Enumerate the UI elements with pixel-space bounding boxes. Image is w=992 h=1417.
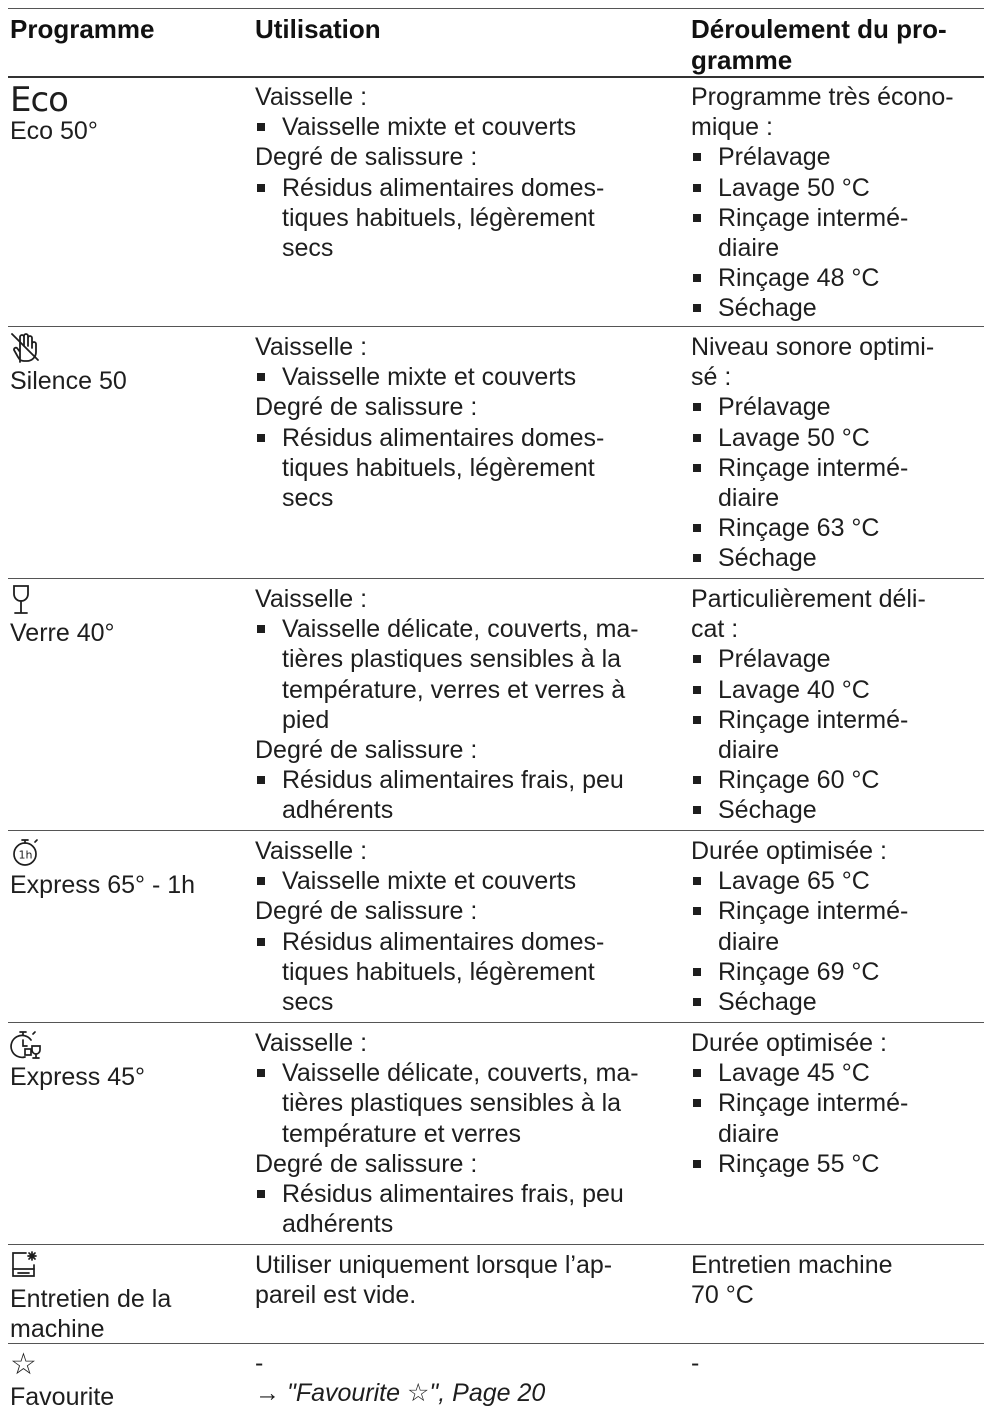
program-name: Express 65° - 1h xyxy=(10,871,196,899)
list-item: Rinçage 60 °C xyxy=(691,765,984,795)
flow-cell xyxy=(691,332,984,574)
program-name: Verre 40° xyxy=(10,619,115,647)
program-name: Eco 50° xyxy=(10,117,98,145)
usage-cell xyxy=(255,1348,675,1408)
flow-intro: Durée optimisée : xyxy=(691,1029,887,1057)
flow-intro: Programme très écono- mique : xyxy=(691,83,954,142)
usage-list xyxy=(255,614,675,735)
usage-cell xyxy=(255,1028,675,1239)
page-reference-link[interactable]: → "Favourite ☆", Page 20 xyxy=(255,1379,546,1408)
flow-cell xyxy=(691,1028,984,1179)
program-name: Silence 50 xyxy=(10,367,127,395)
usage-list xyxy=(255,1058,675,1149)
flow-intro: Durée optimisée : xyxy=(691,837,887,865)
program-name: Favourite xyxy=(10,1383,115,1411)
usage-list xyxy=(255,112,675,142)
flow-cell xyxy=(691,836,984,1017)
list-item: Rinçage intermé- diaire xyxy=(691,705,984,765)
flow-steps xyxy=(691,392,984,573)
row-rule xyxy=(8,1343,984,1344)
usage-list xyxy=(255,173,675,264)
header-deroulement: Déroulement du pro- gramme xyxy=(691,14,947,75)
row-rule xyxy=(8,578,984,579)
list-item: Prélavage xyxy=(691,142,984,172)
flow-steps xyxy=(691,142,984,323)
svg-text:1h: 1h xyxy=(18,848,33,862)
list-item: Séchage xyxy=(691,795,984,825)
list-item: Séchage xyxy=(691,543,984,573)
header-rule xyxy=(8,76,984,78)
list-item: Résidus alimentaires frais, peu adhérents xyxy=(255,765,675,825)
list-item: Prélavage xyxy=(691,644,984,674)
timer-1h-icon xyxy=(10,836,245,870)
eco-text-icon: Eco xyxy=(10,80,68,120)
list-item: Résidus alimentaires domes- tiques habituels, légèrement secs xyxy=(255,423,675,514)
usage-list xyxy=(255,362,675,392)
usage-cell xyxy=(255,836,675,1017)
list-item: Rinçage 63 °C xyxy=(691,513,984,543)
list-item: Vaisselle mixte et couverts xyxy=(255,362,675,392)
usage-label: Vaisselle : xyxy=(255,1029,368,1057)
usage-label: Degré de salissure : xyxy=(255,736,478,765)
usage-list xyxy=(255,765,675,825)
list-item: Rinçage intermé- diaire xyxy=(691,896,984,956)
program-name: Express 45° xyxy=(10,1063,146,1091)
list-item: Résidus alimentaires frais, peu adhérents xyxy=(255,1179,675,1239)
flow-intro: Niveau sonore optimi- sé : xyxy=(691,333,935,392)
list-item: Lavage 50 °C xyxy=(691,423,984,453)
list-item: Lavage 50 °C xyxy=(691,173,984,203)
usage-label: Vaisselle : xyxy=(255,837,368,865)
flow-steps xyxy=(691,866,984,1017)
list-item: Séchage xyxy=(691,987,984,1017)
usage-label: Vaisselle : xyxy=(255,83,368,111)
usage-list xyxy=(255,1179,675,1239)
table-top-rule xyxy=(8,8,984,9)
usage-label: Vaisselle : xyxy=(255,333,368,361)
row-rule xyxy=(8,830,984,831)
flow-steps xyxy=(691,1058,984,1179)
flow-intro: Particulièrement déli- cat : xyxy=(691,585,926,644)
machine-care-icon xyxy=(10,1250,245,1284)
list-item: Vaisselle mixte et couverts xyxy=(255,866,675,896)
list-item: Rinçage intermé- diaire xyxy=(691,453,984,513)
list-item: Lavage 65 °C xyxy=(691,866,984,896)
row-rule xyxy=(8,1022,984,1023)
list-item: Séchage xyxy=(691,293,984,323)
list-item: Rinçage intermé- diaire xyxy=(691,1088,984,1148)
list-item: Rinçage intermé- diaire xyxy=(691,203,984,263)
flow-cell xyxy=(691,82,984,324)
usage-label: Degré de salissure : xyxy=(255,1149,478,1178)
list-item: Lavage 45 °C xyxy=(691,1058,984,1088)
flow-intro: - xyxy=(691,1349,700,1377)
flow-steps xyxy=(691,644,984,825)
list-item: Rinçage 48 °C xyxy=(691,263,984,293)
usage-list xyxy=(255,423,675,514)
header-programme: Programme xyxy=(10,14,155,44)
usage-text: Utiliser uniquement lorsque l’ap- pareil est vide. xyxy=(255,1251,613,1310)
list-item: Lavage 40 °C xyxy=(691,675,984,705)
list-item: Vaisselle délicate, couverts, ma- tières plastiques sensibles à la température, verres et verres à pied xyxy=(255,614,675,735)
flow-cell xyxy=(691,1348,984,1378)
header-utilisation: Utilisation xyxy=(255,14,381,44)
timer-glass-icon xyxy=(10,1028,245,1062)
list-item: Résidus alimentaires domes- tiques habituels, légèrement secs xyxy=(255,927,675,1018)
program-name: Entretien de la machine xyxy=(10,1285,172,1344)
wine-glass-icon xyxy=(10,584,245,618)
list-item: Prélavage xyxy=(691,392,984,422)
list-item: Vaisselle délicate, couverts, ma- tières plastiques sensibles à la température et verres xyxy=(255,1058,675,1149)
usage-list xyxy=(255,927,675,1018)
usage-label: Degré de salissure : xyxy=(255,897,478,926)
usage-label: Degré de salissure : xyxy=(255,143,478,172)
flow-cell xyxy=(691,1250,984,1310)
usage-list xyxy=(255,866,675,896)
row-rule xyxy=(8,326,984,327)
usage-cell xyxy=(255,1250,675,1310)
usage-cell xyxy=(255,584,675,826)
star-icon: ☆ xyxy=(10,1347,37,1382)
row-rule xyxy=(8,1244,984,1245)
usage-cell xyxy=(255,332,675,513)
flow-cell xyxy=(691,584,984,826)
silence-hand-icon xyxy=(10,332,245,366)
usage-label: Vaisselle : xyxy=(255,585,368,613)
list-item: Rinçage 69 °C xyxy=(691,957,984,987)
list-item: Résidus alimentaires domes- tiques habituels, légèrement secs xyxy=(255,173,675,264)
usage-text: - xyxy=(255,1349,264,1377)
usage-label: Degré de salissure : xyxy=(255,393,478,422)
flow-intro: Entretien machine 70 °C xyxy=(691,1251,893,1310)
list-item: Vaisselle mixte et couverts xyxy=(255,112,675,142)
usage-cell xyxy=(255,82,675,263)
list-item: Rinçage 55 °C xyxy=(691,1149,984,1179)
